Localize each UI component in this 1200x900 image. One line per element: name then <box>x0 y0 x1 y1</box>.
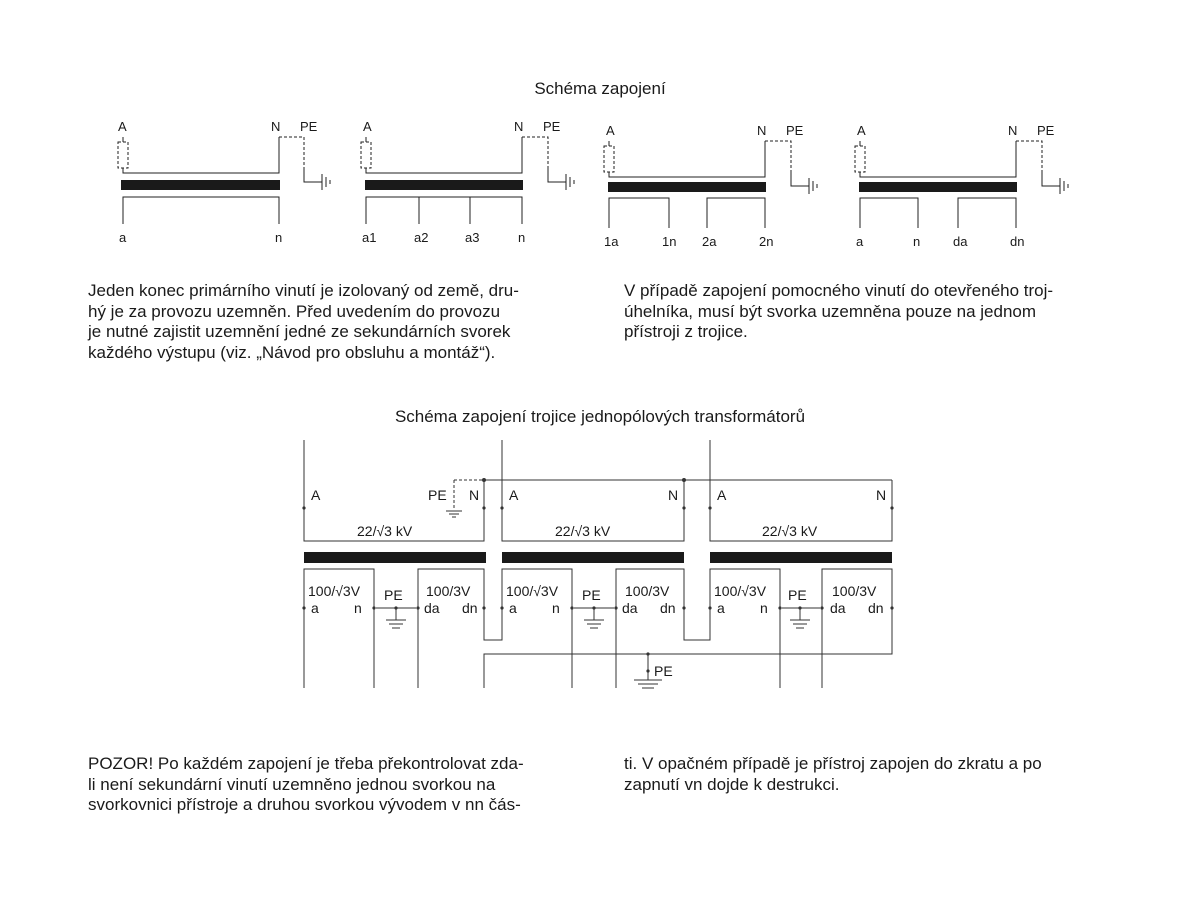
trio2-pe-sec: PE <box>582 587 601 603</box>
s4-terminal-dn: dn <box>1010 234 1025 249</box>
trio1-voltage: 22/√3 kV <box>357 523 413 539</box>
trio-wiring <box>304 440 892 688</box>
s2-terminal-a3: a3 <box>465 230 480 245</box>
schematic-3 <box>604 141 817 228</box>
trio2-voltage: 22/√3 kV <box>555 523 611 539</box>
warning-right: ti. V opačném případě je přístroj zapojen do zkratu a po zapnutí vn dojde k destrukci. <box>624 754 1042 794</box>
trio2-n: n <box>552 600 560 616</box>
trio1-PE: PE <box>428 487 447 503</box>
s3-terminal-1a: 1a <box>604 234 619 249</box>
schematic-1 <box>118 137 330 224</box>
s3-terminal-1n: 1n <box>662 234 677 249</box>
trio2-dn: dn <box>660 600 676 616</box>
s4-terminal-a: a <box>856 234 864 249</box>
s4-terminal-da: da <box>953 234 968 249</box>
trio3-da: da <box>830 600 846 616</box>
trio2-A: A <box>509 487 519 503</box>
s3-terminal-A: A <box>606 123 615 138</box>
junction-dots <box>302 478 893 673</box>
trio3-A: A <box>717 487 727 503</box>
s4-terminal-N: N <box>1008 123 1018 138</box>
s4-terminal-PE: PE <box>1037 123 1055 138</box>
s1-terminal-a: a <box>119 230 127 245</box>
s1-terminal-PE: PE <box>300 119 318 134</box>
trio3-a: a <box>717 600 725 616</box>
trio1-N: N <box>469 487 480 503</box>
s2-terminal-A: A <box>363 119 372 134</box>
s2-terminal-a2: a2 <box>414 230 429 245</box>
s3-terminal-N: N <box>757 123 767 138</box>
trio2-sec1: 100/√3V <box>506 583 559 599</box>
s1-terminal-n: n <box>275 230 283 245</box>
s3-terminal-PE: PE <box>786 123 804 138</box>
trio-core-1 <box>304 552 486 563</box>
trio2-N: N <box>668 487 679 503</box>
trio3-voltage: 22/√3 kV <box>762 523 818 539</box>
trio1-A: A <box>311 487 321 503</box>
trio3-pe-sec: PE <box>788 587 807 603</box>
trio3-sec2: 100/3V <box>832 583 877 599</box>
trio1-dn: dn <box>462 600 478 616</box>
trio-core-3 <box>710 552 892 563</box>
s2-terminal-a1: a1 <box>362 230 377 245</box>
s2-terminal-n: n <box>518 230 526 245</box>
schematic-2 <box>361 137 574 224</box>
trio2-sec2: 100/3V <box>625 583 670 599</box>
s2-terminal-N: N <box>514 119 524 134</box>
description-right: V případě zapojení pomocného vinutí do otevřeného troj- úhelníka, musí být svorka uzemněna pouze na jednom přístroji z trojice. <box>624 281 1054 341</box>
trio3-sec1: 100/√3V <box>714 583 767 599</box>
s3-terminal-2a: 2a <box>702 234 717 249</box>
trio1-n: n <box>354 600 362 616</box>
schematic-4 <box>855 141 1068 228</box>
trio-core-2 <box>502 552 684 563</box>
trio1-a: a <box>311 600 319 616</box>
trio1-sec1: 100/√3V <box>308 583 361 599</box>
trio-pe-common: PE <box>654 663 673 679</box>
trio-title: Schéma zapojení trojice jednopólových transformátorů <box>394 407 806 426</box>
s1-terminal-A: A <box>118 119 127 134</box>
schema-title: Schéma zapojení <box>534 79 666 98</box>
trio1-pe-sec: PE <box>384 587 403 603</box>
s4-terminal-n: n <box>913 234 921 249</box>
description-left: Jeden konec primárního vinutí je izolovaný od země, dru- hý je za provozu uzemněn. Před uvedením do provozu je nutné zajistit uzemnění jedné ze sekundárních svorek každého výstupu (viz. „Návod pro obsluhu a montáž“). <box>88 281 519 362</box>
trio1-sec2: 100/3V <box>426 583 471 599</box>
s3-terminal-2n: 2n <box>759 234 774 249</box>
trio2-a: a <box>509 600 517 616</box>
s4-terminal-A: A <box>857 123 866 138</box>
trio1-da: da <box>424 600 440 616</box>
trio2-da: da <box>622 600 638 616</box>
trio3-dn: dn <box>868 600 884 616</box>
trio3-N: N <box>876 487 887 503</box>
warning-left: POZOR! Po každém zapojení je třeba překontrolovat zda- li není sekundární vinutí uzemněno jednou svorkou na svorkovnici přístroje a druhou svorkou vývodem v nn čás- <box>88 754 524 814</box>
s1-terminal-N: N <box>271 119 281 134</box>
s2-terminal-PE: PE <box>543 119 561 134</box>
trio3-n: n <box>760 600 768 616</box>
